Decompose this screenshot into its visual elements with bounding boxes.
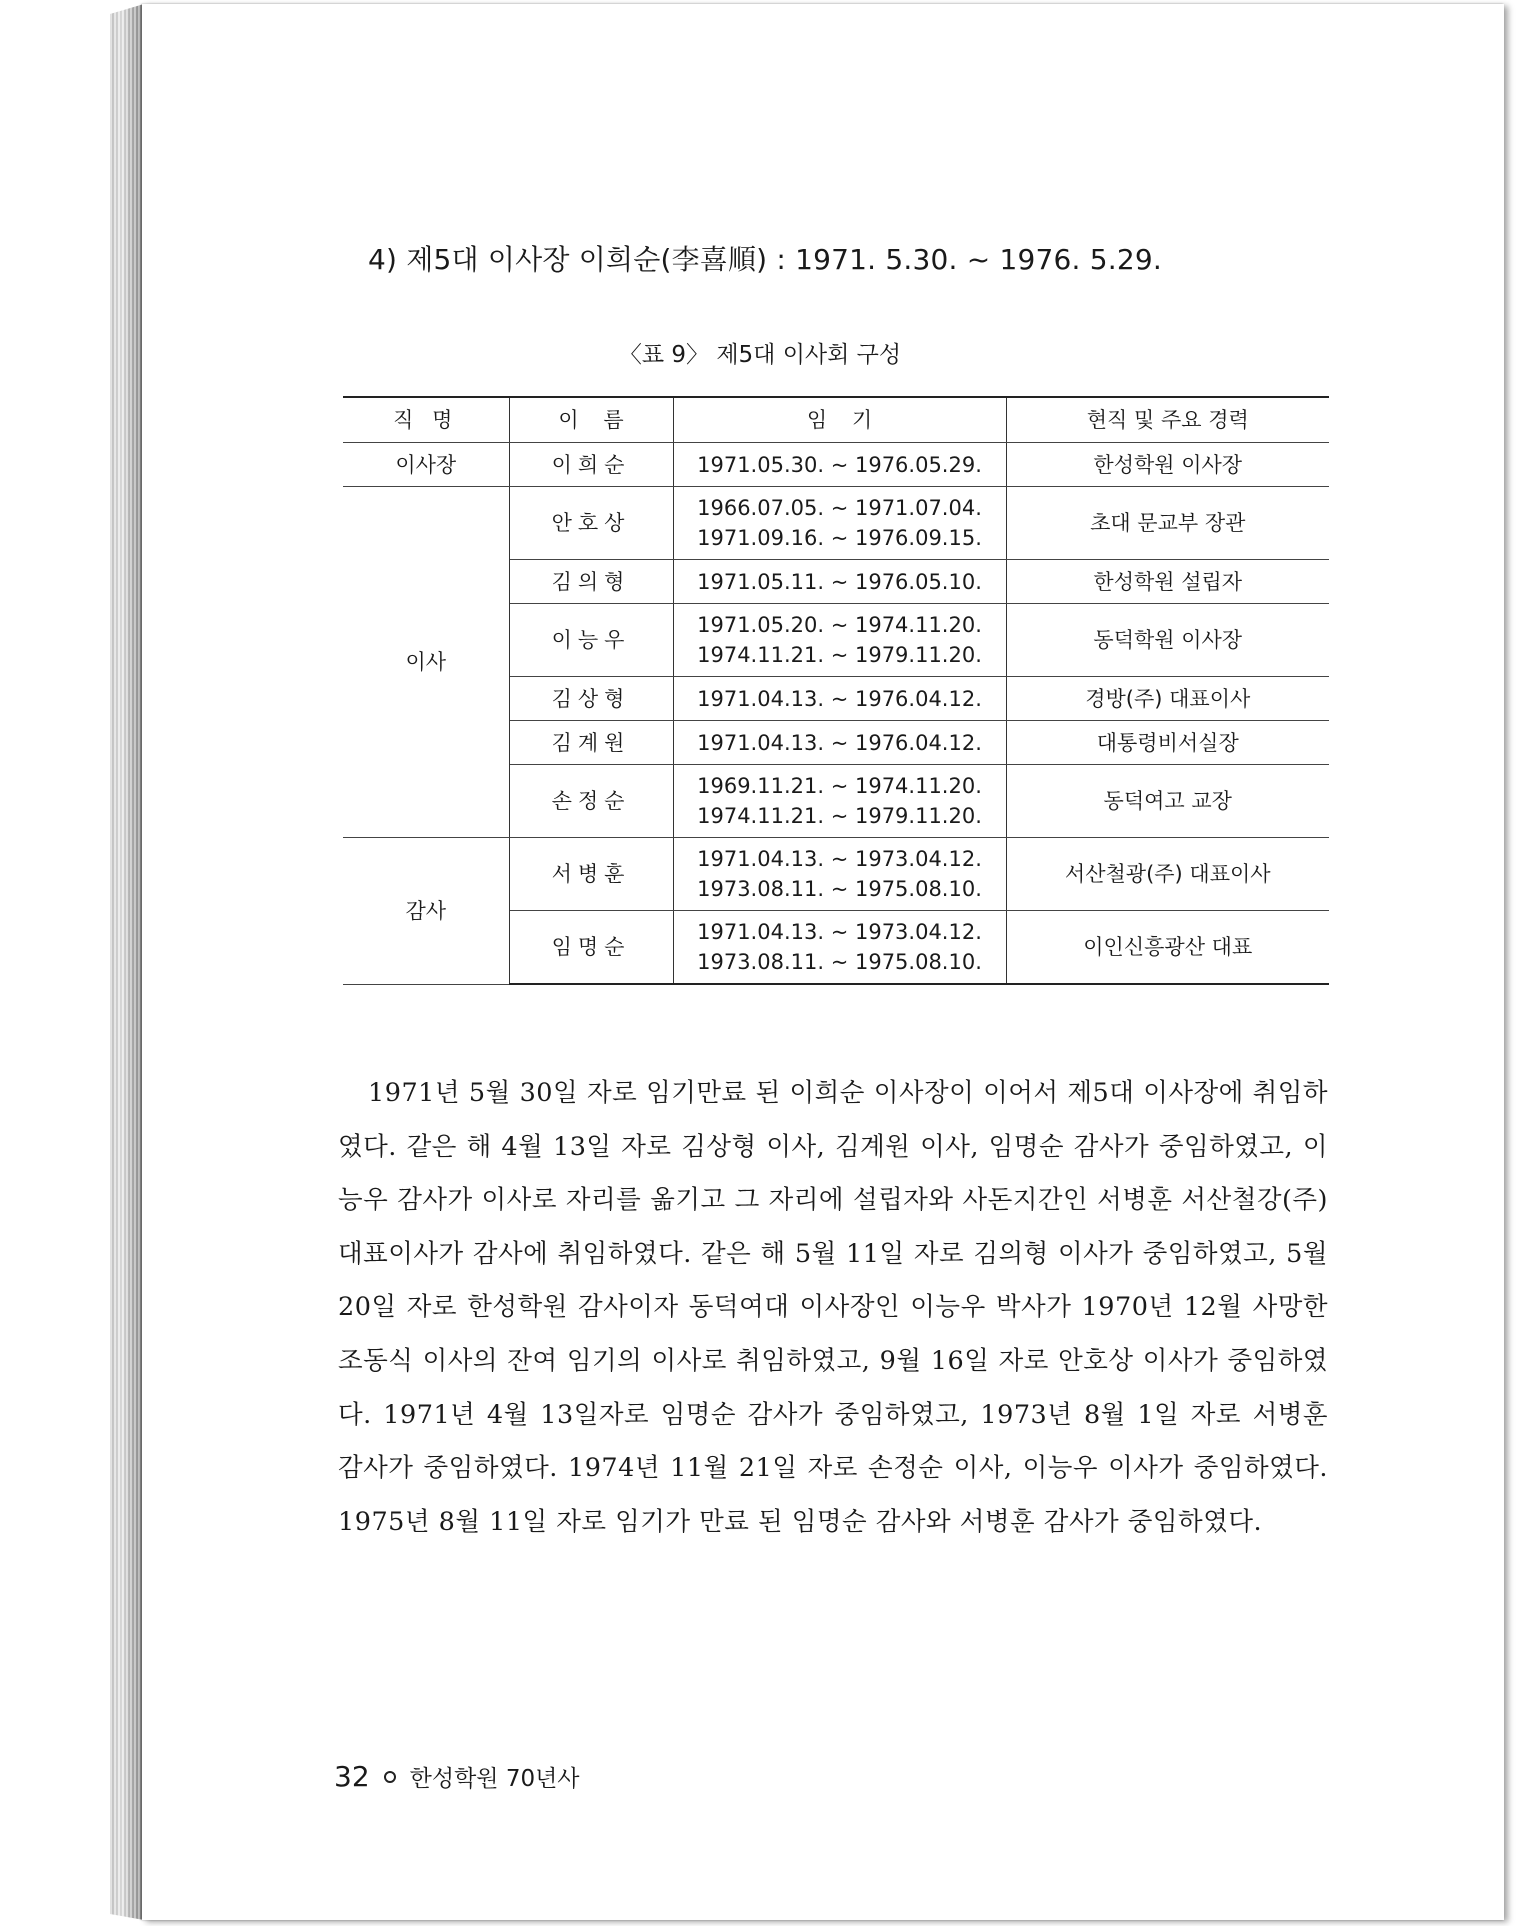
term-cell	[673, 911, 1006, 985]
position-cell: 감사	[343, 838, 509, 985]
name-cell: 김의형	[509, 560, 673, 604]
position-cell: 이사	[343, 487, 509, 838]
book-title: 한성학원 70년사	[409, 1766, 580, 1792]
career-cell: 동덕학원 이사장	[1006, 604, 1329, 677]
career-cell: 동덕여고 교장	[1006, 765, 1329, 838]
table-caption: 〈표 9〉 제5대 이사회 구성	[618, 342, 902, 368]
table-row	[343, 838, 1329, 911]
term-cell	[673, 560, 1006, 604]
term-line: 1971.05.30. ~ 1976.05.29.	[697, 452, 982, 477]
name-cell: 이희순	[509, 443, 673, 487]
section-heading: 4) 제5대 이사장 이희순(李喜順) : 1971. 5.30. ~ 1976. 5.29.	[368, 243, 1162, 276]
position-cell: 이사장	[343, 443, 509, 487]
term-cell	[673, 487, 1006, 560]
term-cell	[673, 443, 1006, 487]
term-line: 1969.11.21. ~ 1974.11.20.	[697, 774, 982, 798]
name-cell: 손정순	[509, 765, 673, 838]
name-cell: 서병훈	[509, 838, 673, 911]
page-footer	[334, 1760, 580, 1793]
name-cell: 김상형	[509, 677, 673, 721]
career-cell: 경방(주) 대표이사	[1006, 677, 1329, 721]
page-number: 32	[334, 1760, 370, 1793]
term-line: 1971.04.13. ~ 1976.04.12.	[697, 730, 982, 755]
term-cell	[673, 838, 1006, 911]
term-line: 1973.08.11. ~ 1975.08.10.	[697, 950, 982, 974]
career-cell: 한성학원 설립자	[1006, 560, 1329, 604]
body-paragraph: 1971년 5월 30일 자로 임기만료 된 이희순 이사장이 이어서 제5대 이사장에 취임하였다. 같은 해 4월 13일 자로 김상형 이사, 김계원 이사, 임명순 감사가 중임하였고, 이능우 감사가 이사로 자리를 옮기고 그 자리에 설립자와 사돈지간인 서병훈 서산철강(주) 대표이사가 감사에 취임하였다. 같은 해 5월 11일 자로 김의형 이사가 중임하였고, 5월 20일 자로 한성학원 감사이자 동덕여대 이사장인 이능우 박사가 1970년 12월 사망한 조동식 이사의 잔여 임기의 이사로 취임하였고, 9월 16일 자로 안호상 이사가 중임하였다. 1971년 4월 13일자로 임명순 감사가 중임하였고, 1973년 8월 1일 자로 서병훈 감사가 중임하였다. 1974년 11월 21일 자로 손정순 이사, 이능우 이사가 중임하였다. 1975년 8월 11일 자로 임기가 만료 된 임명순 감사와 서병훈 감사가 중임하였다.	[338, 1078, 1329, 1537]
term-cell	[673, 677, 1006, 721]
table-row	[343, 443, 1329, 487]
header-career: 현직 및 주요 경력	[1006, 397, 1329, 443]
table-header-row	[343, 397, 1329, 443]
bullet-dot-icon	[384, 1771, 396, 1783]
name-cell: 안호상	[509, 487, 673, 560]
term-line: 1971.04.13. ~ 1973.04.12.	[697, 847, 982, 871]
career-cell: 초대 문교부 장관	[1006, 487, 1329, 560]
term-cell	[673, 765, 1006, 838]
career-cell: 한성학원 이사장	[1006, 443, 1329, 487]
term-line: 1971.05.20. ~ 1974.11.20.	[697, 613, 982, 637]
term-line: 1966.07.05. ~ 1971.07.04.	[697, 496, 982, 520]
career-cell: 서산철광(주) 대표이사	[1006, 838, 1329, 911]
term-line: 1971.05.11. ~ 1976.05.10.	[697, 569, 982, 594]
term-line: 1974.11.21. ~ 1979.11.20.	[697, 804, 982, 828]
term-line: 1971.09.16. ~ 1976.09.15.	[697, 526, 982, 550]
board-table	[343, 396, 1329, 985]
book-spine	[110, 4, 144, 1920]
term-cell	[673, 604, 1006, 677]
term-line: 1971.04.13. ~ 1976.04.12.	[697, 686, 982, 711]
table-row	[343, 487, 1329, 560]
name-cell: 임명순	[509, 911, 673, 985]
name-cell: 김계원	[509, 721, 673, 765]
career-cell: 이인신흥광산 대표	[1006, 911, 1329, 985]
header-name: 이 름	[509, 397, 673, 443]
name-cell: 이능우	[509, 604, 673, 677]
term-cell	[673, 721, 1006, 765]
term-line: 1973.08.11. ~ 1975.08.10.	[697, 877, 982, 901]
career-cell: 대통령비서실장	[1006, 721, 1329, 765]
term-line: 1971.04.13. ~ 1973.04.12.	[697, 920, 982, 944]
term-line: 1974.11.21. ~ 1979.11.20.	[697, 643, 982, 667]
header-position: 직 명	[343, 397, 509, 443]
header-term: 임 기	[673, 397, 1006, 443]
